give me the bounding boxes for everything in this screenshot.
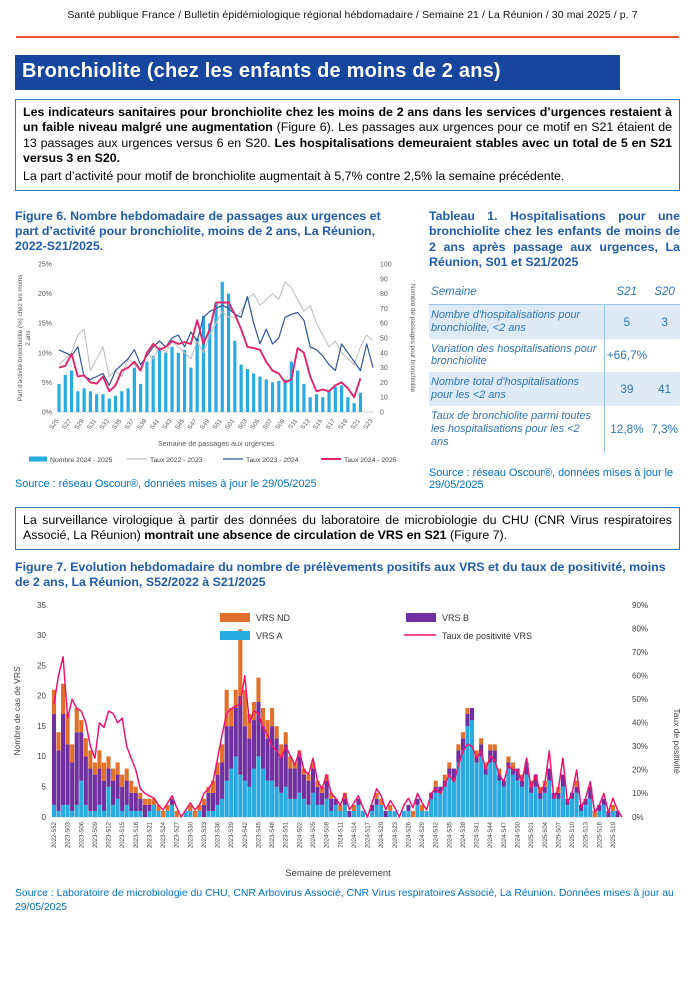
svg-text:20%: 20% (37, 291, 52, 299)
svg-text:20%: 20% (632, 765, 649, 775)
svg-text:2024-S35: 2024-S35 (447, 821, 454, 848)
svg-text:2024-S23: 2024-S23 (392, 821, 399, 848)
svg-text:Taux 2023 - 2024: Taux 2023 - 2024 (246, 457, 299, 465)
svg-text:50%: 50% (632, 694, 649, 704)
figure6-tableau1-section (15, 201, 680, 491)
svg-text:S39: S39 (136, 418, 149, 432)
svg-text:S45: S45 (173, 418, 187, 432)
svg-text:20: 20 (380, 380, 388, 388)
svg-text:2025-S10: 2025-S10 (570, 821, 577, 848)
svg-text:S03: S03 (236, 418, 249, 432)
svg-text:2024-S38: 2024-S38 (460, 821, 467, 848)
svg-text:5: 5 (41, 782, 46, 792)
cell-s21: 39 (620, 382, 634, 397)
svg-text:0%: 0% (41, 409, 52, 417)
svg-text:S27: S27 (60, 418, 74, 432)
svg-text:Taux 2024 - 2025: Taux 2024 - 2025 (344, 457, 397, 465)
svg-text:S29: S29 (73, 418, 86, 432)
svg-text:S49: S49 (198, 418, 212, 432)
svg-text:70: 70 (380, 306, 388, 314)
cell-s20: 41 (657, 382, 672, 397)
svg-text:S15: S15 (311, 418, 325, 432)
row-label: Variation des hospitalisations pour bronchiolite (429, 339, 604, 373)
svg-text:2023-S33: 2023-S33 (201, 821, 208, 848)
svg-text:VRS ND: VRS ND (256, 612, 291, 623)
row-label: Nombre d'hospitalisations pour bronchiolite, <2 ans (429, 304, 604, 338)
svg-text:2 ans: 2 ans (25, 330, 32, 346)
svg-text:2024-S20: 2024-S20 (379, 821, 386, 848)
svg-text:Part d'activité bronchiolite (: Part d'activité bronchiolite (%) chez les moins (17, 275, 24, 402)
svg-text:2024-S08: 2024-S08 (324, 821, 331, 848)
svg-text:2023-S42: 2023-S42 (242, 821, 249, 848)
svg-text:50: 50 (380, 335, 388, 343)
svg-text:0: 0 (41, 812, 46, 822)
svg-text:2024-S29: 2024-S29 (420, 821, 427, 848)
cell-s21: 5 (623, 314, 631, 329)
svg-text:5%: 5% (41, 380, 52, 388)
svg-text:S09: S09 (274, 418, 287, 432)
figure6-title: Figure 6. Nombre hebdomadaire de passages aux urgences et part d’activité pour bronchiolite, moins de 2 ans, La Réunion, 2022-S21/2025. (15, 208, 381, 254)
svg-text:10%: 10% (632, 788, 649, 798)
svg-text:2023-S24: 2023-S24 (161, 821, 168, 848)
svg-text:S19: S19 (337, 418, 350, 432)
svg-text:2025-S01: 2025-S01 (529, 821, 536, 848)
column-header-s20: S20 (654, 284, 675, 298)
svg-text:60%: 60% (632, 671, 649, 681)
summary-paragraph-1: Les indicateurs sanitaires pour bronchiolite chez les moins de 2 ans dans les services d’urgences restaient à un faible niveau malgré une augmentation (Figure 6). Les passages aux urgences pour ce motif en S21 étaient de 13 passages aux urgences versus 6 en S20. Les hospitalisations demeuraient stables avec un total de 5 en S21 versus 3 en S20. (23, 105, 672, 166)
svg-text:2024-S05: 2024-S05 (311, 821, 318, 848)
svg-text:VRS B: VRS B (442, 612, 470, 623)
figure7-chart (8, 593, 687, 885)
virology-paragraph: La surveillance virologique à partir des données du laboratoire de microbiologie du CHU (CNR Virus respiratoires Associé, La Réunion) montrait une absence de circulation de VRS en S21 (Figure 7). (23, 512, 672, 542)
svg-text:S01: S01 (223, 418, 237, 432)
svg-text:2023-S45: 2023-S45 (256, 821, 263, 848)
svg-text:25%: 25% (37, 261, 52, 269)
svg-text:2024-S02: 2024-S02 (297, 821, 304, 848)
svg-text:10: 10 (37, 751, 46, 761)
document-header: Santé publique France / Bulletin épidémiologique régional hébdomadaire / Semaine 21 / La Réunion / 30 mai 2025 / p. 7 (67, 9, 638, 21)
cell-s20: 7,3% (651, 422, 678, 437)
svg-text:2023-S21: 2023-S21 (147, 821, 154, 848)
svg-text:Nombre de cas de VRS: Nombre de cas de VRS (12, 665, 22, 756)
table-row (429, 339, 680, 373)
svg-text:40%: 40% (632, 718, 649, 728)
svg-text:60: 60 (380, 320, 388, 328)
svg-text:2023-S15: 2023-S15 (120, 821, 127, 848)
svg-text:S31: S31 (85, 418, 99, 432)
svg-text:S47: S47 (186, 418, 199, 432)
svg-text:Taux de positivité VRS: Taux de positivité VRS (442, 630, 533, 641)
figure7-wrap (8, 593, 687, 885)
section-banner (15, 55, 620, 90)
svg-text:2025-S07: 2025-S07 (556, 821, 563, 848)
row-label: Taux de bronchiolite parmi toutes les hospitalisations pour les <2 ans (429, 406, 604, 453)
svg-text:2024-S32: 2024-S32 (433, 821, 440, 848)
svg-text:S11: S11 (287, 418, 300, 431)
svg-text:90%: 90% (632, 600, 649, 610)
svg-text:15: 15 (37, 721, 46, 731)
svg-text:2024-S50: 2024-S50 (515, 821, 522, 848)
svg-text:S21: S21 (349, 418, 363, 432)
svg-text:20: 20 (37, 691, 46, 701)
svg-text:80%: 80% (632, 623, 649, 633)
svg-text:35: 35 (37, 600, 46, 610)
svg-text:2024-S41: 2024-S41 (474, 821, 481, 848)
svg-text:S07: S07 (261, 418, 275, 432)
svg-text:Semaine de passages aux urgenc: Semaine de passages aux urgences (157, 439, 275, 449)
tableau1 (429, 283, 680, 453)
cell-s20: 3 (661, 314, 668, 329)
svg-text:70%: 70% (632, 647, 649, 657)
cell-s21: 12,8% (610, 422, 644, 437)
svg-text:S23: S23 (362, 418, 375, 432)
svg-text:30: 30 (37, 630, 46, 640)
svg-text:S33: S33 (98, 418, 111, 432)
svg-text:2024-S14: 2024-S14 (351, 821, 358, 848)
column-header-s21: S21 (616, 284, 637, 298)
svg-text:2025-S19: 2025-S19 (610, 821, 617, 848)
svg-text:2023-S39: 2023-S39 (229, 821, 236, 848)
svg-text:S43: S43 (161, 418, 174, 432)
svg-text:2023-S30: 2023-S30 (188, 821, 195, 848)
summary-paragraph-2: La part d’activité pour motif de bronchiolite augmentait à 5,7% contre 2,5% la semaine précédente. (23, 168, 565, 183)
svg-text:2025-S04: 2025-S04 (542, 821, 549, 848)
column-header-semaine: Semaine (431, 284, 477, 298)
svg-text:2023-S36: 2023-S36 (215, 821, 222, 848)
svg-text:0: 0 (380, 409, 384, 417)
svg-text:2023-S03: 2023-S03 (65, 821, 72, 848)
svg-text:Taux 2022 - 2023: Taux 2022 - 2023 (150, 457, 203, 465)
svg-text:2023-S12: 2023-S12 (106, 821, 113, 848)
cell-s21: +66,7% (606, 348, 648, 363)
svg-text:30: 30 (380, 365, 388, 373)
svg-text:2023-S18: 2023-S18 (133, 821, 140, 848)
svg-text:S37: S37 (123, 418, 136, 432)
figure7-title: Figure 7. Evolution hebdomadaire du nombre de prélèvements positifs aux VRS et du taux de positivité, moins de 2 ans, La Réunion, S52/2022 à S21/2025 (15, 560, 666, 590)
svg-text:S05: S05 (249, 418, 262, 432)
table-row (429, 372, 680, 406)
tableau1-header-row (429, 283, 680, 305)
svg-text:2025-S13: 2025-S13 (583, 821, 590, 848)
svg-text:Nombre 2024 - 2025: Nombre 2024 - 2025 (50, 457, 113, 465)
svg-text:25: 25 (37, 660, 46, 670)
svg-text:Nombre de passages pour bronch: Nombre de passages pour bronchiolite (409, 284, 416, 393)
tableau1-source: Source : réseau Oscour®, données mises à jour le 29/05/2025 (429, 466, 674, 491)
svg-text:2023-S27: 2023-S27 (174, 821, 181, 848)
svg-text:15%: 15% (37, 320, 52, 328)
svg-text:S17: S17 (324, 418, 337, 432)
svg-text:100: 100 (380, 261, 392, 269)
svg-text:2025-S16: 2025-S16 (597, 821, 604, 848)
svg-text:S51: S51 (211, 418, 224, 432)
svg-text:10%: 10% (37, 350, 52, 358)
virology-box (15, 507, 680, 551)
summary-box (15, 99, 680, 191)
svg-text:2024-S47: 2024-S47 (501, 821, 508, 848)
svg-text:S41: S41 (148, 418, 162, 432)
tableau1-title: Tableau 1. Hospitalisations pour une bronchiolite chez les enfants de moins de 2 ans après passage aux urgences, La Réunion, S01 et S21/2025 (429, 208, 680, 270)
svg-text:2023-S09: 2023-S09 (92, 821, 99, 848)
figure6-source: Source : réseau Oscour®, données mises à jour le 29/05/2025 (15, 478, 317, 491)
svg-text:2023-S51: 2023-S51 (283, 821, 290, 848)
svg-text:S35: S35 (110, 418, 124, 432)
table-row (429, 406, 680, 453)
svg-text:2022-S52: 2022-S52 (52, 821, 58, 848)
orange-divider (16, 36, 679, 38)
table-row (429, 304, 680, 338)
svg-text:80: 80 (380, 291, 388, 299)
svg-text:0%: 0% (632, 812, 644, 822)
tableau1-column (429, 201, 680, 491)
svg-text:30%: 30% (632, 741, 649, 751)
svg-text:S25: S25 (48, 418, 61, 432)
svg-text:10: 10 (380, 394, 388, 402)
svg-text:2023-S06: 2023-S06 (79, 821, 86, 848)
figure6-column (15, 201, 419, 491)
svg-text:2024-S44: 2024-S44 (488, 821, 495, 848)
row-label: Nombre total d'hospitalisations pour les <2 ans (429, 372, 604, 406)
cell-s20 (649, 339, 680, 373)
svg-text:2023-S48: 2023-S48 (270, 821, 277, 848)
svg-text:Semaine de prélèvement: Semaine de prélèvement (285, 867, 391, 879)
figure6-chart (15, 256, 419, 470)
svg-text:90: 90 (380, 276, 388, 284)
section-title: Bronchiolite (chez les enfants de moins de 2 ans) (22, 60, 501, 82)
svg-text:VRS A: VRS A (256, 630, 283, 641)
figure7-source: Source : Laboratoire de microbiologie du CHU, CNR Arbovirus Associé, CNR Virus respiratoires Associé, La Réunion. Données mises à jour au 29/05/2025 (15, 887, 674, 913)
svg-text:2024-S17: 2024-S17 (365, 821, 372, 848)
svg-text:2024-S26: 2024-S26 (406, 821, 413, 848)
svg-text:40: 40 (380, 350, 388, 358)
svg-text:Taux de positivité: Taux de positivité (672, 708, 682, 774)
svg-text:S13: S13 (299, 418, 312, 432)
svg-text:2024-S11: 2024-S11 (338, 821, 345, 848)
